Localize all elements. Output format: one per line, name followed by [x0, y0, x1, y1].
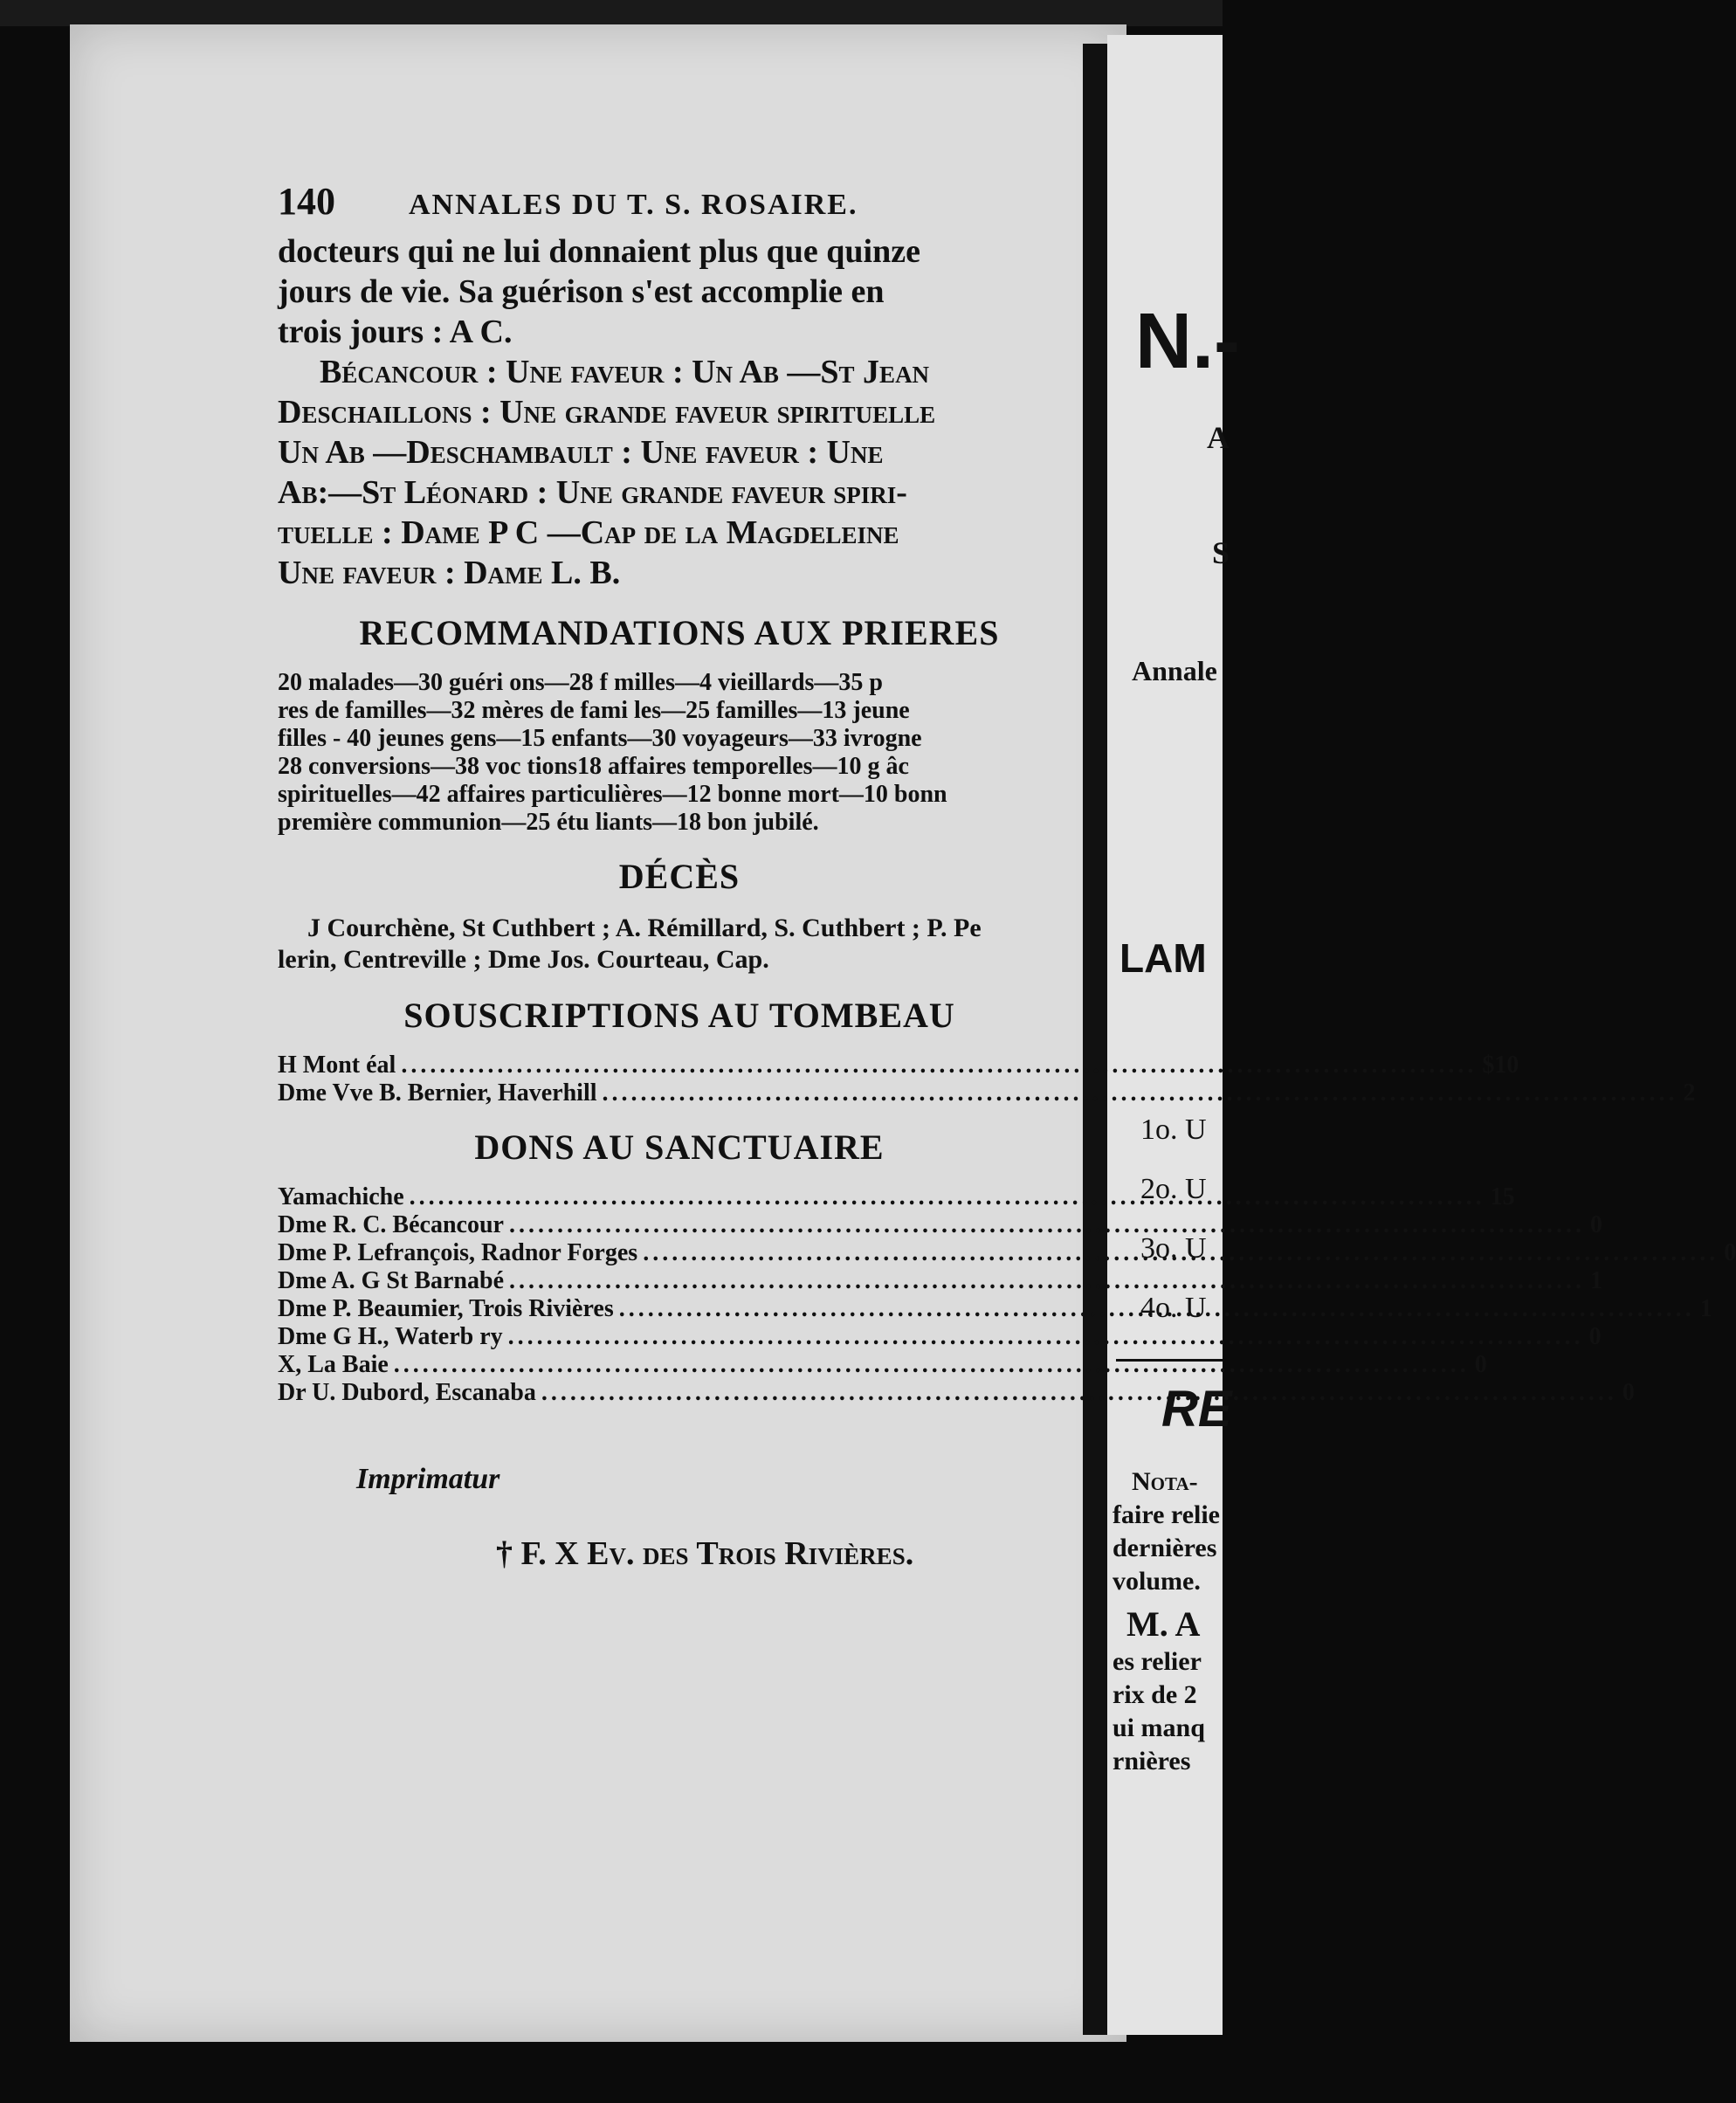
facing-line-s: S [1212, 535, 1230, 570]
entry-name: Dme Vve B. Bernier, Haverhill [278, 1079, 597, 1107]
entry-amount: 0 [1474, 1351, 1487, 1378]
entry-amount: 15 [1490, 1183, 1515, 1210]
recommandation-line: 28 conversions—38 voc tions18 affaires temporelles—10 g âc [278, 753, 909, 780]
favor-line: Un Ab —Deschambault : Une faveur : Une [278, 434, 884, 471]
don-entry [278, 1351, 1487, 1379]
entry-amount: 2 [1683, 1079, 1696, 1107]
bishop-signature: † F. X Ev. des Trois Rivières. [496, 1535, 914, 1572]
facing-annal: Annale [1132, 655, 1217, 686]
facing-numbered: 2o. U [1140, 1173, 1207, 1205]
dot-leader [410, 1183, 1485, 1211]
favor-line: Bécancour : Une faveur : Un Ab —St Jean [320, 354, 930, 390]
favor-line: Une faveur : Dame L. B. [278, 555, 621, 591]
entry-amount: 0 [1588, 1323, 1602, 1350]
favor-line: tuelle : Dame P C —Cap de la Magdeleine [278, 514, 899, 551]
entry-name: Dme G H., Waterb ry [278, 1323, 503, 1350]
don-entry [278, 1323, 1602, 1351]
entry-name: Dme A. G St Barnabé [278, 1267, 504, 1294]
deces-line: lerin, Centreville ; Dme Jos. Courteau, Cap. [278, 945, 769, 974]
dot-leader [509, 1267, 1585, 1295]
facing-line: dernières [1113, 1534, 1217, 1562]
facing-numbered: 4o. U [1140, 1292, 1207, 1324]
scan-frame-top [0, 0, 1223, 26]
entry-name: Dme P. Beaumier, Trois Rivières [278, 1295, 614, 1322]
don-entry [278, 1379, 1635, 1407]
don-entry [278, 1267, 1602, 1295]
recommandation-line: 20 malades—30 guéri ons—28 f milles—4 vieillards—35 p [278, 669, 883, 696]
deces-line: J Courchène, St Cuthbert ; A. Rémillard, S. Cuthbert ; P. Pe [307, 914, 982, 942]
opening-line: jours de vie. Sa guérison s'est accomplie en [278, 273, 885, 310]
don-entry [278, 1211, 1602, 1239]
deces-heading: DÉCÈS [618, 857, 741, 896]
facing-re: RE [1161, 1381, 1232, 1438]
entry-name: Yamachiche [278, 1183, 404, 1210]
dot-leader [401, 1052, 1477, 1079]
facing-line: rnières [1113, 1747, 1191, 1775]
facing-numbered: 1o. U [1140, 1114, 1207, 1146]
facing-line: ui manq [1113, 1713, 1205, 1742]
imprimatur: Imprimatur [356, 1463, 500, 1495]
souscription-entry [278, 1052, 1519, 1079]
facing-title: N.- [1135, 298, 1240, 385]
dot-leader [541, 1379, 1617, 1407]
opening-line: docteurs qui ne lui donnaient plus que quinze [278, 233, 920, 270]
dot-leader [394, 1351, 1470, 1379]
facing-line: faire relie [1113, 1500, 1220, 1529]
entry-amount: 0 [1724, 1239, 1736, 1266]
facing-nota: Nota- [1132, 1467, 1198, 1496]
entry-name: Dr U. Dubord, Escanaba [278, 1379, 536, 1406]
dons-heading: DONS AU SANCTUAIRE [474, 1127, 885, 1167]
souscription-entry [278, 1079, 1696, 1107]
running-header [278, 179, 1081, 231]
entry-name: X, La Baie [278, 1351, 389, 1378]
dot-leader [508, 1323, 1584, 1351]
entry-name: H Mont éal [278, 1052, 396, 1079]
opening-line: trois jours : A C. [278, 314, 513, 350]
facing-ma: M. A [1126, 1604, 1201, 1644]
facing-line-a: A [1207, 420, 1230, 455]
page-number: 140 [278, 180, 335, 223]
entry-amount: 0 [1622, 1379, 1635, 1406]
recommandations-heading: RECOMMANDATIONS AUX PRIERES [359, 613, 1000, 652]
entry-amount: 1 [1699, 1295, 1712, 1322]
facing-line: es relier [1113, 1647, 1202, 1676]
facing-line: volume. [1113, 1567, 1201, 1596]
facing-lam: LAM [1119, 935, 1207, 981]
favor-line: Ab:—St Léonard : Une grande faveur spiri- [278, 474, 907, 511]
entry-amount: $10 [1482, 1052, 1519, 1079]
souscriptions-heading: SOUSCRIPTIONS AU TOMBEAU [403, 996, 955, 1035]
facing-line: rix de 2 [1113, 1680, 1197, 1709]
favor-line: Deschaillons : Une grande faveur spirituelle [278, 394, 936, 431]
running-title: ANNALES DU T. S. ROSAIRE. [409, 189, 858, 221]
entry-name: Dme R. C. Bécancour [278, 1211, 504, 1238]
recommandation-line: spirituelles—42 affaires particulières—12 bonne mort—10 bonn [278, 781, 947, 808]
recommandation-line: filles - 40 jeunes gens—15 enfants—30 voyageurs—33 ivrogne [278, 725, 922, 752]
entry-name: Dme P. Lefrançois, Radnor Forges [278, 1239, 638, 1266]
dot-leader [509, 1211, 1585, 1239]
dot-leader [603, 1079, 1678, 1107]
entry-amount: 0 [1589, 1211, 1602, 1238]
facing-rule [1116, 1359, 1223, 1362]
recommandation-line: première communion—25 étu liants—18 bon jubilé. [278, 809, 819, 836]
entry-amount: 1 [1590, 1267, 1602, 1294]
recommandation-line: res de familles—32 mères de fami les—25 familles—13 jeune [278, 697, 910, 724]
facing-numbered: 3o. U [1140, 1232, 1207, 1265]
